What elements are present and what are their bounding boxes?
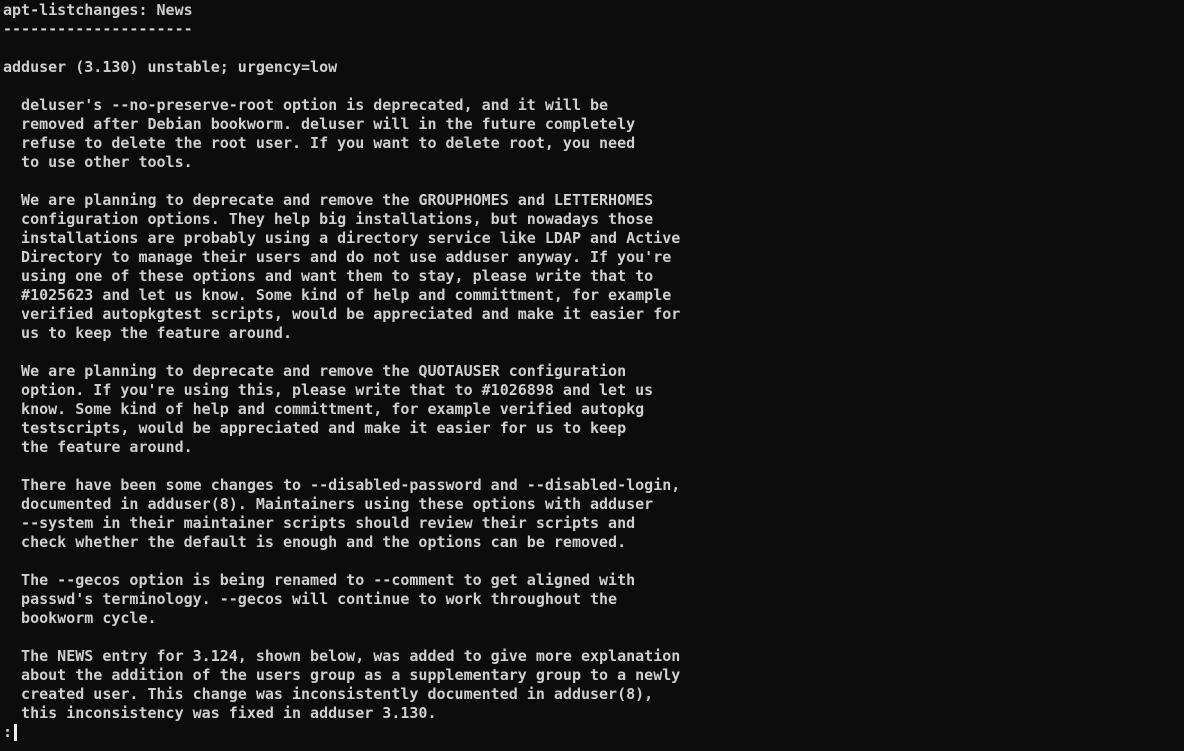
- terminal-row: this inconsistency was fixed in adduser 3.130.: [3, 704, 437, 722]
- terminal-row: refuse to delete the root user. If you want to delete root, you need: [3, 134, 636, 152]
- terminal-row: the feature around.: [3, 438, 193, 456]
- terminal-row: configuration options. They help big installations, but nowadays those: [3, 210, 654, 228]
- terminal-row: [3, 39, 1184, 58]
- terminal-row: passwd's terminology. --gecos will continue to work throughout the: [3, 590, 618, 608]
- terminal-row: [3, 343, 1184, 362]
- terminal-row: [3, 457, 1184, 476]
- terminal-row: documented in adduser(8). Maintainers using these options with adduser: [3, 495, 654, 513]
- terminal-row: [3, 628, 1184, 647]
- terminal-row: created user. This change was inconsistently documented in adduser(8),: [3, 685, 654, 703]
- terminal-row: apt-listchanges: News: [3, 1, 193, 19]
- terminal-row: check whether the default is enough and the options can be removed.: [3, 533, 627, 551]
- terminal-row: --system in their maintainer scripts should review their scripts and: [3, 514, 636, 532]
- terminal-row: about the addition of the users group as a supplementary group to a newly: [3, 666, 681, 684]
- text-cursor: [14, 724, 17, 741]
- terminal-row: option. If you're using this, please write that to #1026898 and let us: [3, 381, 654, 399]
- terminal-row: The --gecos option is being renamed to --comment to get aligned with: [3, 571, 636, 589]
- terminal-row: installations are probably using a directory service like LDAP and Active: [3, 229, 681, 247]
- terminal-row: There have been some changes to --disabled-password and --disabled-login,: [3, 476, 681, 494]
- terminal-row: us to keep the feature around.: [3, 324, 292, 342]
- terminal-row: verified autopkgtest scripts, would be appreciated and make it easier for: [3, 305, 681, 323]
- pager-prompt: :: [3, 723, 13, 741]
- terminal-row: testscripts, would be appreciated and make it easier for us to keep: [3, 419, 627, 437]
- terminal-row: know. Some kind of help and committment, for example verified autopkg: [3, 400, 645, 418]
- terminal-row: removed after Debian bookworm. deluser will in the future completely: [3, 115, 636, 133]
- terminal-row: Directory to manage their users and do not use adduser anyway. If you're: [3, 248, 672, 266]
- terminal-row: We are planning to deprecate and remove the QUOTAUSER configuration: [3, 362, 627, 380]
- terminal-output: [3, 1, 1184, 723]
- terminal-row: #1025623 and let us know. Some kind of help and committment, for example: [3, 286, 672, 304]
- terminal-row: ---------------------: [3, 20, 193, 38]
- terminal-row: [3, 552, 1184, 571]
- terminal-row: We are planning to deprecate and remove the GROUPHOMES and LETTERHOMES: [3, 191, 654, 209]
- terminal-row: [3, 77, 1184, 96]
- terminal-row: [3, 172, 1184, 191]
- terminal-row: adduser (3.130) unstable; urgency=low: [3, 58, 338, 76]
- pager-prompt-row[interactable]: [3, 723, 1184, 742]
- terminal-row: using one of these options and want them to stay, please write that to: [3, 267, 654, 285]
- terminal-row: The NEWS entry for 3.124, shown below, was added to give more explanation: [3, 647, 681, 665]
- terminal-row: bookworm cycle.: [3, 609, 157, 627]
- terminal-row: to use other tools.: [3, 153, 193, 171]
- terminal-row: deluser's --no-preserve-root option is deprecated, and it will be: [3, 96, 609, 114]
